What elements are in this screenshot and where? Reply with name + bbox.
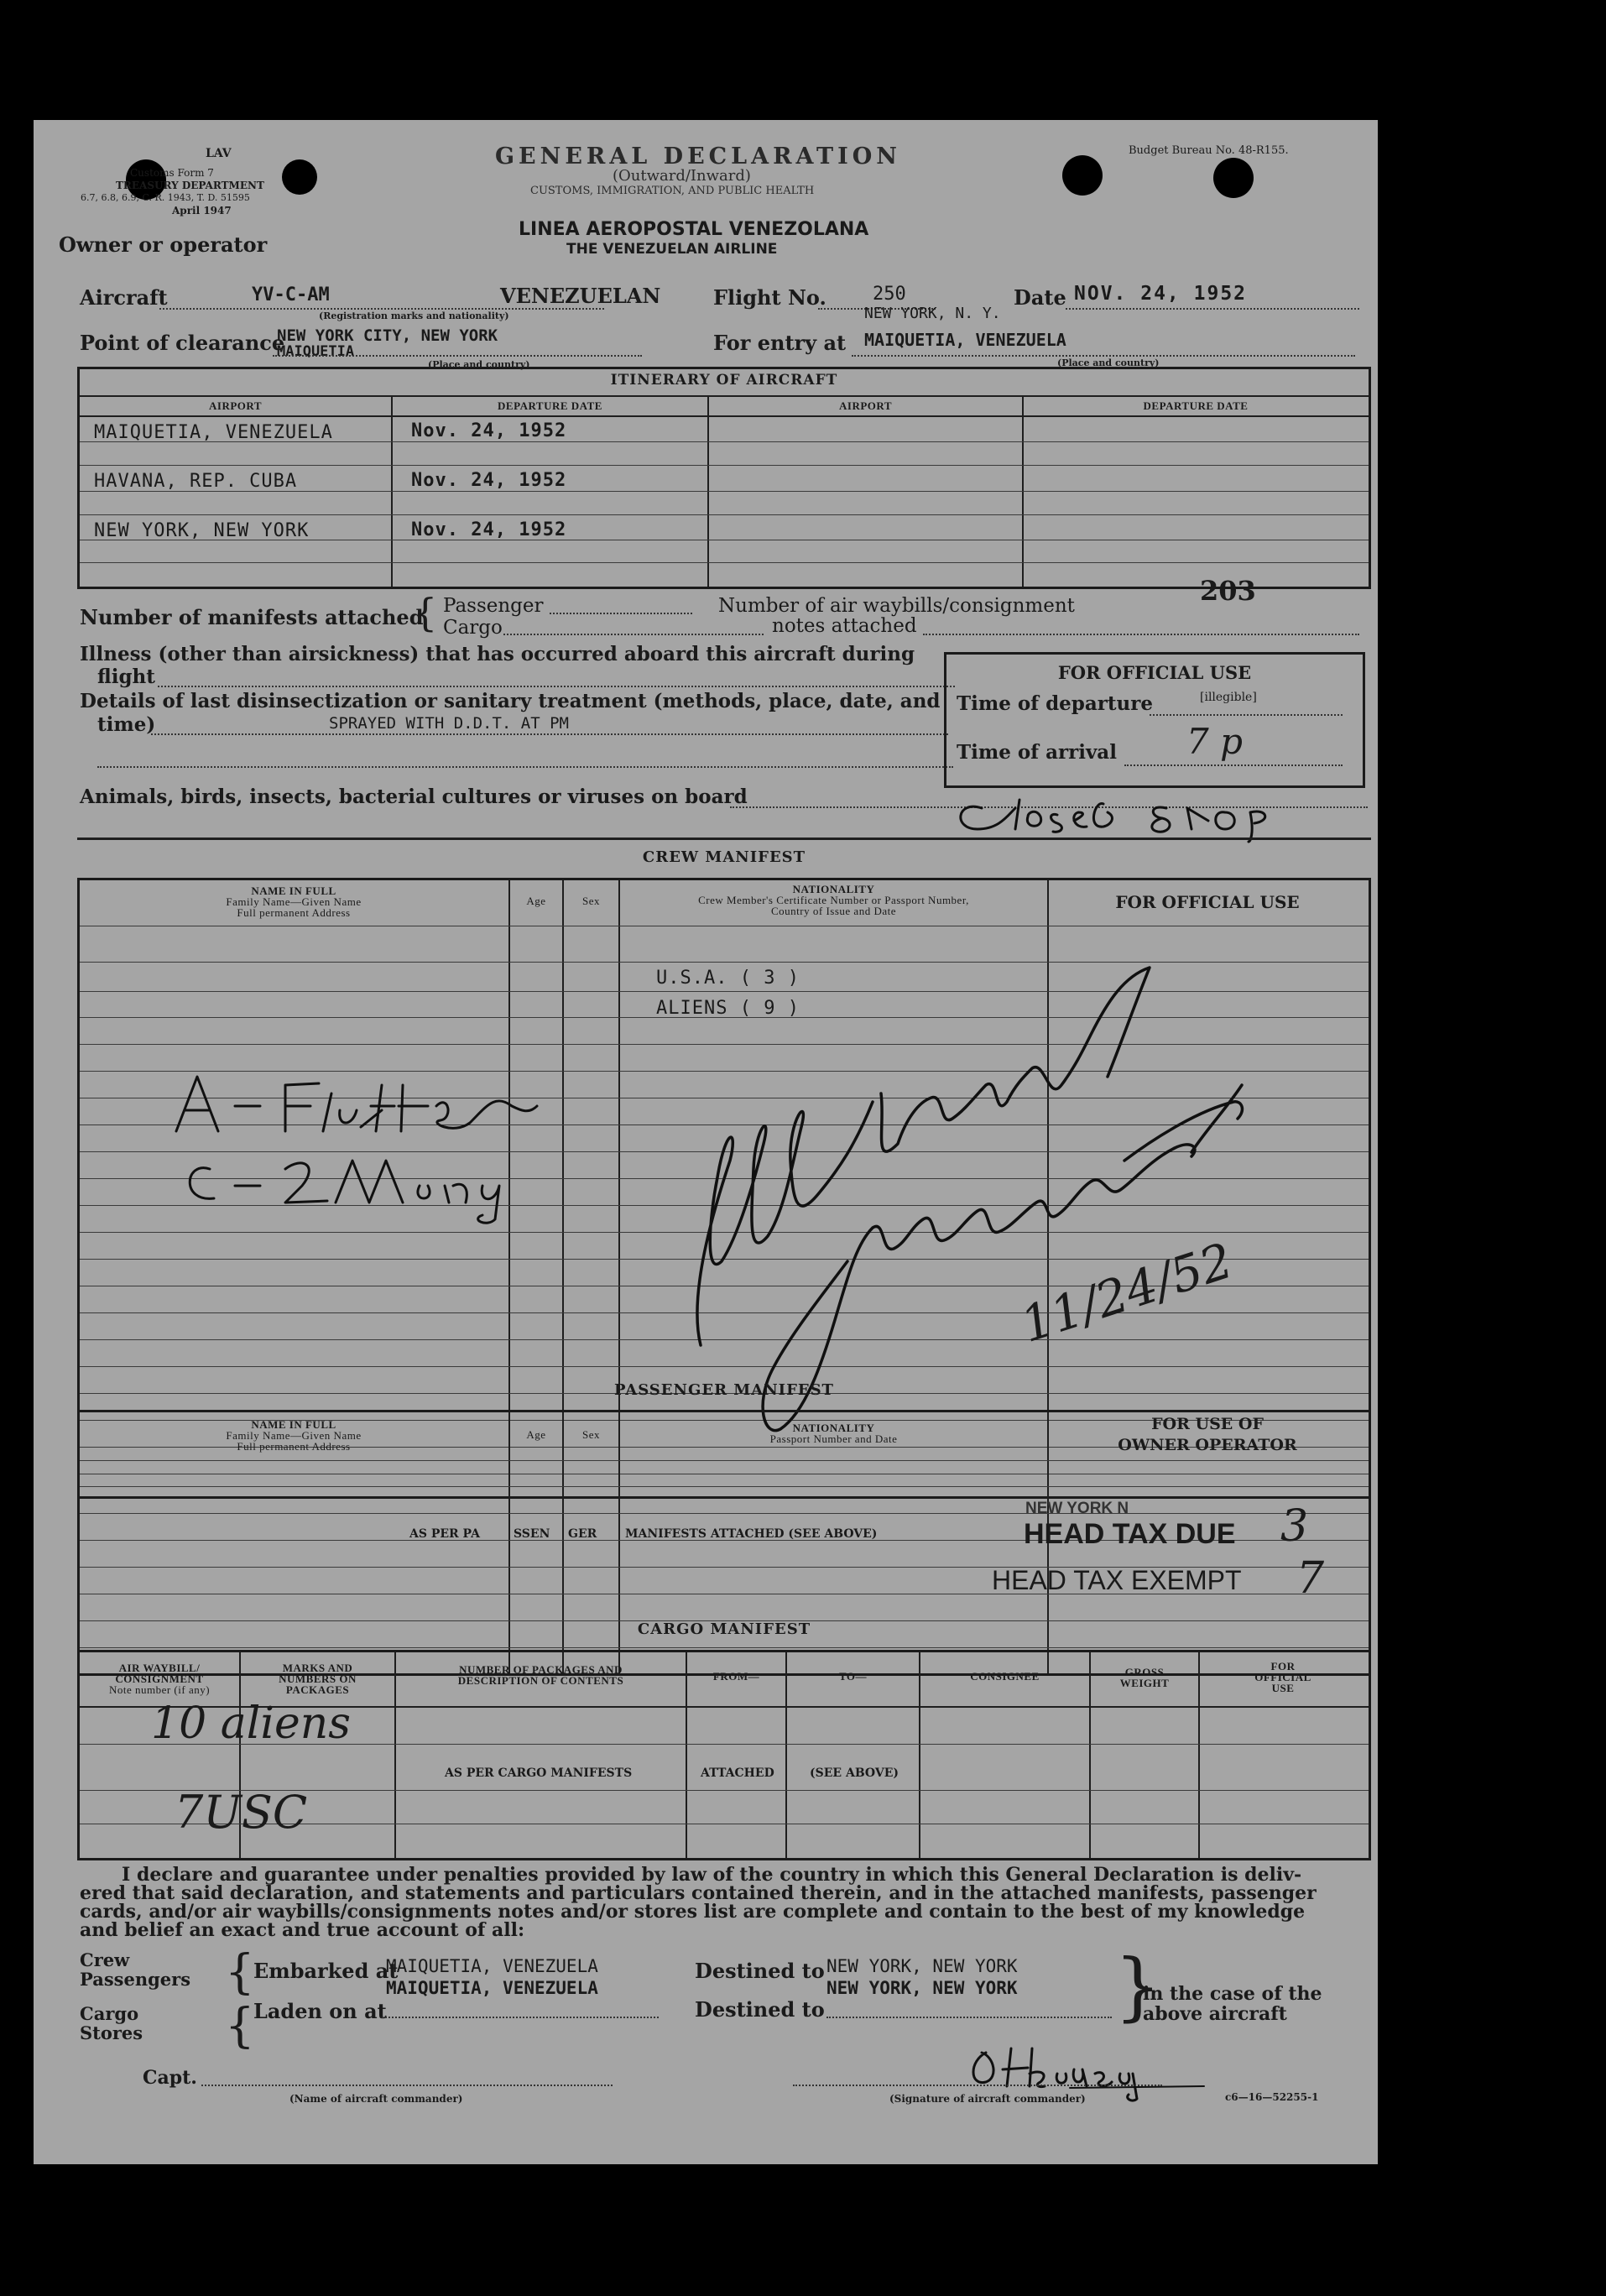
cargo-manifest-title: CARGO MANIFEST [637, 1620, 811, 1638]
passenger-header-owner: FOR USE OF [1151, 1415, 1264, 1433]
crew-word: Crew [80, 1949, 130, 1970]
head-tax-due-value: 3 [1280, 1501, 1309, 1552]
itinerary-header-departure-2: DEPARTURE DATE [1143, 399, 1249, 412]
dept-line-1: Customs Form 7 [130, 167, 214, 179]
passenger-header-name: NAME IN FULL [251, 1418, 336, 1431]
passenger-header-name-sub1: Family Name—Given Name [226, 1429, 362, 1442]
declaration-line-3: cards, and/or air waybills/consignments notes and/or stores list are complete and contain to the best of my knowledge [80, 1901, 1306, 1923]
passenger-header-name-sub2: Full permanent Address [237, 1440, 351, 1453]
punch-hole [282, 159, 317, 195]
crew-signature-date: 11/24/52 [1014, 1231, 1240, 1354]
passenger-header-nat-sub: Passport Number and Date [769, 1432, 898, 1445]
cargo-header-packages: NUMBER OF PACKAGES AND [459, 1663, 623, 1676]
crew-aliens-count: ALIENS ( 9 ) [656, 998, 800, 1019]
brace-icon: { [225, 1999, 255, 2053]
cargo-header-official: FOR [1270, 1660, 1296, 1672]
cargo-header-packages-2: DESCRIPTION OF CONTENTS [457, 1674, 624, 1687]
form-subtitle: CUSTOMS, IMMIGRATION, AND PUBLIC HEALTH [530, 185, 815, 197]
passengers-word: Passengers [80, 1969, 191, 1990]
departure-time-label: Time of departure [957, 692, 1153, 715]
arrival-time-value: 7 p [1186, 721, 1243, 762]
flight-number-label: Flight No. [713, 285, 826, 310]
disinsect-label-2: time) [97, 713, 156, 736]
clearance-place-note: (Place and country) [428, 359, 530, 370]
passenger-header-age: Age [526, 1428, 546, 1441]
passenger-row-name: AS PER PA [409, 1527, 480, 1541]
disinsect-value: SPRAYED WITH D.D.T. AT PM [329, 714, 569, 733]
itinerary-row-airport: HAVANA, REP. CUBA [94, 471, 298, 492]
aircraft-nationality: VENEZUELAN [500, 284, 661, 308]
official-use-title: FOR OFFICIAL USE [1057, 662, 1252, 683]
entry-label: For entry at [713, 331, 847, 355]
crew-manifest-title: CREW MANIFEST [642, 848, 806, 866]
crew-header-age: Age [526, 895, 546, 907]
head-tax-exempt-value: 7 [1296, 1553, 1325, 1604]
crew-header-nat-sub2: Country of Issue and Date [771, 905, 896, 917]
crew-header-nat-sub1: Crew Member's Certificate Number or Passport Number, [698, 894, 969, 906]
head-tax-exempt-stamp: HEAD TAX EXEMPT [992, 1565, 1242, 1595]
passenger-header-sex: Sex [582, 1428, 600, 1441]
waybills-label: Number of air waybills/consignment [718, 595, 1075, 617]
embarked-value: MAIQUETIA, VENEZUELA [386, 1956, 598, 1976]
itinerary-row-date: Nov. 24, 1952 [411, 470, 567, 491]
aircraft-label: Aircraft [80, 285, 168, 310]
flight-date: NOV. 24, 1952 [1074, 283, 1248, 305]
cargo-manifest-label: Cargo [443, 617, 503, 639]
punch-hole [1213, 158, 1254, 198]
crew-header-nationality: NATIONALITY [792, 883, 875, 895]
entry-value: MAIQUETIA, VENEZUELA [864, 330, 1066, 350]
laden-value: MAIQUETIA, VENEZUELA [386, 1978, 598, 1998]
registration-note: (Registration marks and nationality) [319, 310, 509, 321]
cargo-header-marks-3: PACKAGES [285, 1683, 350, 1696]
dept-line-3: 6.7, 6.8, 6.9, C. R. 1943, T. D. 51595 [81, 192, 250, 203]
cargo-header-to: TO— [838, 1670, 868, 1683]
cargo-header-official-2: OFFICIAL [1254, 1671, 1311, 1683]
brace-icon: { [225, 1945, 255, 2000]
stamp-port: NEW YORK N [1025, 1500, 1129, 1517]
captain-label: Capt. [143, 2067, 197, 2089]
cargo-handwritten-aliens: 10 aliens [151, 1699, 351, 1749]
cargo-header-official-3: USE [1271, 1682, 1295, 1694]
date-label: Date [1014, 285, 1066, 310]
cargo-header-from: FROM— [712, 1670, 760, 1683]
itinerary-header-airport: AIRPORT [209, 399, 262, 412]
embarked-label: Embarked at [253, 1959, 399, 1983]
destined-label: Destined to [695, 1959, 825, 1983]
passenger-header-nationality: NATIONALITY [792, 1422, 875, 1434]
passenger-manifest-title: PASSENGER MANIFEST [614, 1381, 834, 1399]
illness-label: Illness (other than airsickness) that has occurred aboard this aircraft during [80, 643, 915, 665]
brace-icon: } [1114, 1943, 1161, 2029]
passenger-row-age: SSEN [514, 1527, 550, 1541]
case-note-1: in the case of the [1143, 1983, 1322, 2005]
destined-label-2: Destined to [695, 1997, 825, 2022]
itinerary-row-date: Nov. 24, 1952 [411, 420, 567, 441]
print-code: c6—16—52255-1 [1225, 2091, 1319, 2103]
dept-line-4: April 1947 [172, 205, 232, 217]
flight-number: 250 [873, 284, 906, 305]
departure-time-value: [illegible] [1200, 691, 1257, 704]
crew-header-name-sub2: Full permanent Address [237, 906, 351, 919]
cargo-header-marks: MARKS AND [282, 1662, 353, 1674]
cargo-handwritten-code: 7USC [175, 1786, 308, 1839]
punch-hole [1062, 155, 1103, 196]
cargo-header-gross-weight: GROSS [1124, 1666, 1165, 1678]
airline-name-english: THE VENEZUELAN AIRLINE [566, 241, 778, 258]
stores-word: Stores [80, 2022, 143, 2043]
crew-usa-count: U.S.A. ( 3 ) [656, 968, 800, 989]
closed-handwritten-note [948, 791, 1368, 842]
declaration-line-2: ered that said declaration, and statements and particulars contained therein, and in the attached manifests, passenger [80, 1882, 1317, 1904]
waybills-count: 203 [1200, 575, 1256, 607]
itinerary-row-airport: MAIQUETIA, VENEZUELA [94, 422, 333, 443]
cargo-header-waybill-2: CONSIGNMENT [115, 1672, 204, 1685]
passenger-row-nationality: MANIFESTS ATTACHED (SEE ABOVE) [625, 1527, 878, 1541]
head-tax-due-stamp: HEAD TAX DUE [1024, 1518, 1236, 1550]
aircraft-registration: YV-C-AM [252, 284, 330, 305]
laden-label: Laden on at [253, 1999, 387, 2023]
arrival-time-label: Time of arrival [957, 741, 1117, 764]
itinerary-row-date: Nov. 24, 1952 [411, 519, 567, 540]
destined-value: NEW YORK, NEW YORK [826, 1956, 1018, 1976]
cargo-row-from: ATTACHED [701, 1766, 774, 1780]
cargo-row-to: (SEE ABOVE) [810, 1766, 899, 1780]
owner-operator-label: Owner or operator [59, 232, 268, 257]
passenger-header-owner-2: OWNER OPERATOR [1118, 1436, 1297, 1454]
declaration-line-4: and belief an exact and true account of all: [80, 1919, 525, 1941]
commander-signature-note: (Signature of aircraft commander) [889, 2093, 1086, 2105]
clearance-label: Point of clearance [80, 331, 285, 355]
cargo-header-gross-weight-2: WEIGHT [1119, 1677, 1170, 1689]
cargo-word: Cargo [80, 2003, 139, 2024]
entry-place-note: (Place and country) [1057, 357, 1160, 368]
disinsect-label: Details of last disinsectization or sanitary treatment (methods, place, date, and [80, 690, 941, 712]
entry-top-value: NEW YORK, N. Y. [864, 305, 1001, 322]
cargo-row-description: AS PER CARGO MANIFESTS [445, 1766, 633, 1780]
illness-label-2: flight [97, 665, 155, 688]
passenger-manifest-label: Passenger [443, 595, 544, 617]
notes-attached-label: notes attached [772, 615, 917, 637]
form-direction: (Outward/Inward) [613, 167, 751, 185]
itinerary-row-airport: NEW YORK, NEW YORK [94, 520, 310, 541]
brace-icon: { [413, 590, 438, 635]
clearance-value-line2: MAIQUETIA [277, 343, 355, 360]
budget-bureau-number: Budget Bureau No. 48-R155. [1129, 144, 1289, 157]
itinerary-header-airport-2: AIRPORT [839, 399, 892, 412]
crew-header-name: NAME IN FULL [251, 884, 336, 897]
dept-line-2: TREASURY DEPARTMENT [116, 180, 264, 191]
crew-header-official: FOR OFFICIAL USE [1115, 892, 1300, 912]
commander-name-note: (Name of aircraft commander) [289, 2093, 463, 2105]
declaration-form-sheet [34, 120, 1378, 2164]
clearance-value: NEW YORK CITY, NEW YORK [277, 326, 498, 345]
cargo-header-waybill-3: Note number (if any) [108, 1683, 211, 1696]
airline-name: LINEA AEROPOSTAL VENEZOLANA [519, 219, 869, 240]
cargo-header-marks-2: NUMBERS ON [279, 1672, 357, 1685]
passenger-row-sex: GER [568, 1527, 597, 1541]
form-code: LAV [206, 147, 232, 160]
declaration-line-1: I declare and guarantee under penalties provided by law of the country in which this General Declaration is deliv- [122, 1864, 1302, 1886]
itinerary-title: ITINERARY OF AIRCRAFT [610, 372, 838, 389]
crew-handwritten-notes [151, 1060, 738, 1228]
destined-value-2: NEW YORK, NEW YORK [826, 1978, 1018, 1998]
animals-label: Animals, birds, insects, bacterial cultures or viruses on board [80, 785, 748, 808]
cargo-header-consignee: CONSIGNEE [970, 1670, 1040, 1683]
cargo-header-waybill: AIR WAYBILL/ [118, 1662, 201, 1674]
form-title: GENERAL DECLARATION [495, 144, 901, 170]
case-note-2: above aircraft [1143, 2003, 1287, 2025]
manifests-count-label: Number of manifests attached [80, 605, 424, 629]
itinerary-header-departure: DEPARTURE DATE [498, 399, 602, 412]
crew-header-sex: Sex [582, 895, 600, 907]
crew-header-name-sub1: Family Name—Given Name [226, 895, 362, 908]
